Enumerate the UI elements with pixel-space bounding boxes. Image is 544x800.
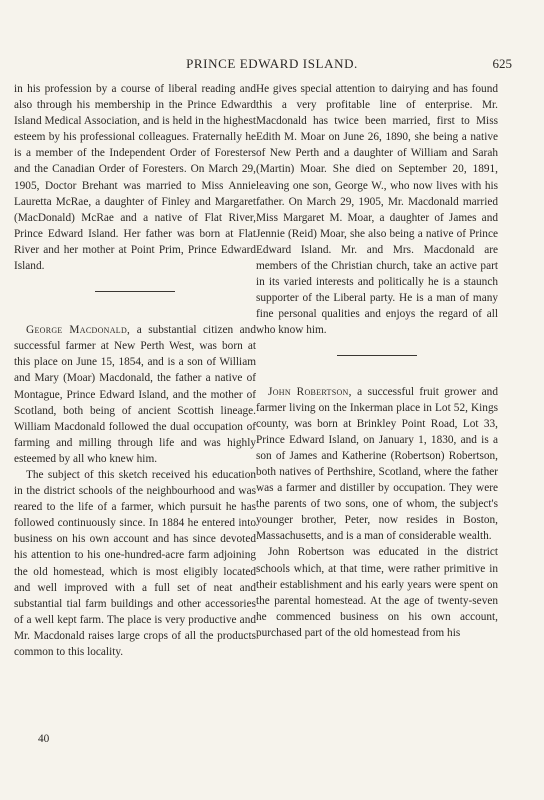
paragraph-macdonald-intro: [14, 322, 256, 467]
section-divider: [337, 355, 417, 356]
paragraph-robertson-intro: [256, 384, 498, 545]
paragraph-text: a substantial citizen and successful farmer at New Perth West, was born at this place on June 15, 1854, and is a son of William and Mary (Moar) Macdonald, the father a native of Montague, Prince Edward Island, and the mother of Scotland, both being of ancient Scottish lineage. William Macdonald followed the dual occupation of farming and milling through life and was highly esteemed by all who knew him.: [14, 324, 256, 465]
subject-name: John Robertson,: [268, 385, 352, 398]
signature-mark: 40: [38, 733, 50, 745]
paragraph-macdonald-education: The subject of this sketch received his education in the district schools of the neighbourhood and was reared to the life of a farmer, which pursuit he has followed continuously since. In 1884 he entered into business on his own account and has since devoted his attention to his one-hundred-acre farm adjoining the old homestead, which is most eligibly located and well improved with a full set of neat and substantial tial farm buildings and other accessories of a well kept farm. The place is very productive and Mr. Macdonald raises large crops of all the products common to this locality.: [14, 468, 256, 658]
left-column: [14, 81, 256, 660]
subject-name: George Macdonald,: [26, 324, 131, 337]
right-column: [256, 81, 498, 641]
section-divider: [95, 291, 175, 292]
paragraph-brehant-continued: in his profession by a course of liberal reading and also through his membership in the Prince Edward Island Medical Association, and is held in the highest esteem by his professional colleagues. Fraternally he is a member of the Independent Order of Foresters and the Canadian Order of Foresters. On March 29, 1905, Doctor Brehant was married to Miss Annie Lauretta McRae, a daughter of Finley and Margaret (MacDonald) McRae and a native of Flat River, Prince Edward Island. Her father was born at Flat River and her mother at Point Prim, Prince Edward Island.: [14, 83, 256, 273]
paragraph-robertson-education: John Robertson was educated in the district schools which, at that time, were rather primitive in their establishment and his early years were spent on the parental homestead. At the age of twenty-seven he commenced business on his own account, purchased part of the old homestead from his: [256, 546, 498, 639]
paragraph-text: a successful fruit grower and farmer living on the Inkerman place in Lot 52, Kings county, was born at Brinkley Point Road, Lot 33, Prince Edward Island, on January 1, 1830, and is a son of James and Katherine (Robertson) Robertson, both natives of Perthshire, Scotland, where the father was a farmer and distiller by occupation. They were the parents of two sons, one of whom, the subject's younger brother, Peter, now resides in Boston, Massachusetts, and is a man of considerable wealth.: [256, 385, 498, 543]
running-head: PRINCE EDWARD ISLAND.: [186, 56, 358, 71]
paragraph-macdonald-family: He gives special attention to dairying and has found this a very profitable line of enterprise. Mr. Macdonald has twice been married, first to Miss Edith M. Moar on June 26, 1890, she being a native of New Perth and a daughter of William and Sarah (Martin) Moar. She died on September 20, 1891, leaving one son, George W., who now lives with his father. On March 29, 1905, Mr. Macdonald married Miss Margaret M. Moar, a daughter of James and Jennie (Reid) Moar, she also being a native of Prince Edward Island. Mr. and Mrs. Macdonald are members of the Christian church, take an active part in its varied interests and politically he is a staunch supporter of the Liberal party. He is a man of many fine personal qualities and enjoys the regard of all who know him.: [256, 83, 498, 337]
page-number: 625: [492, 56, 512, 71]
